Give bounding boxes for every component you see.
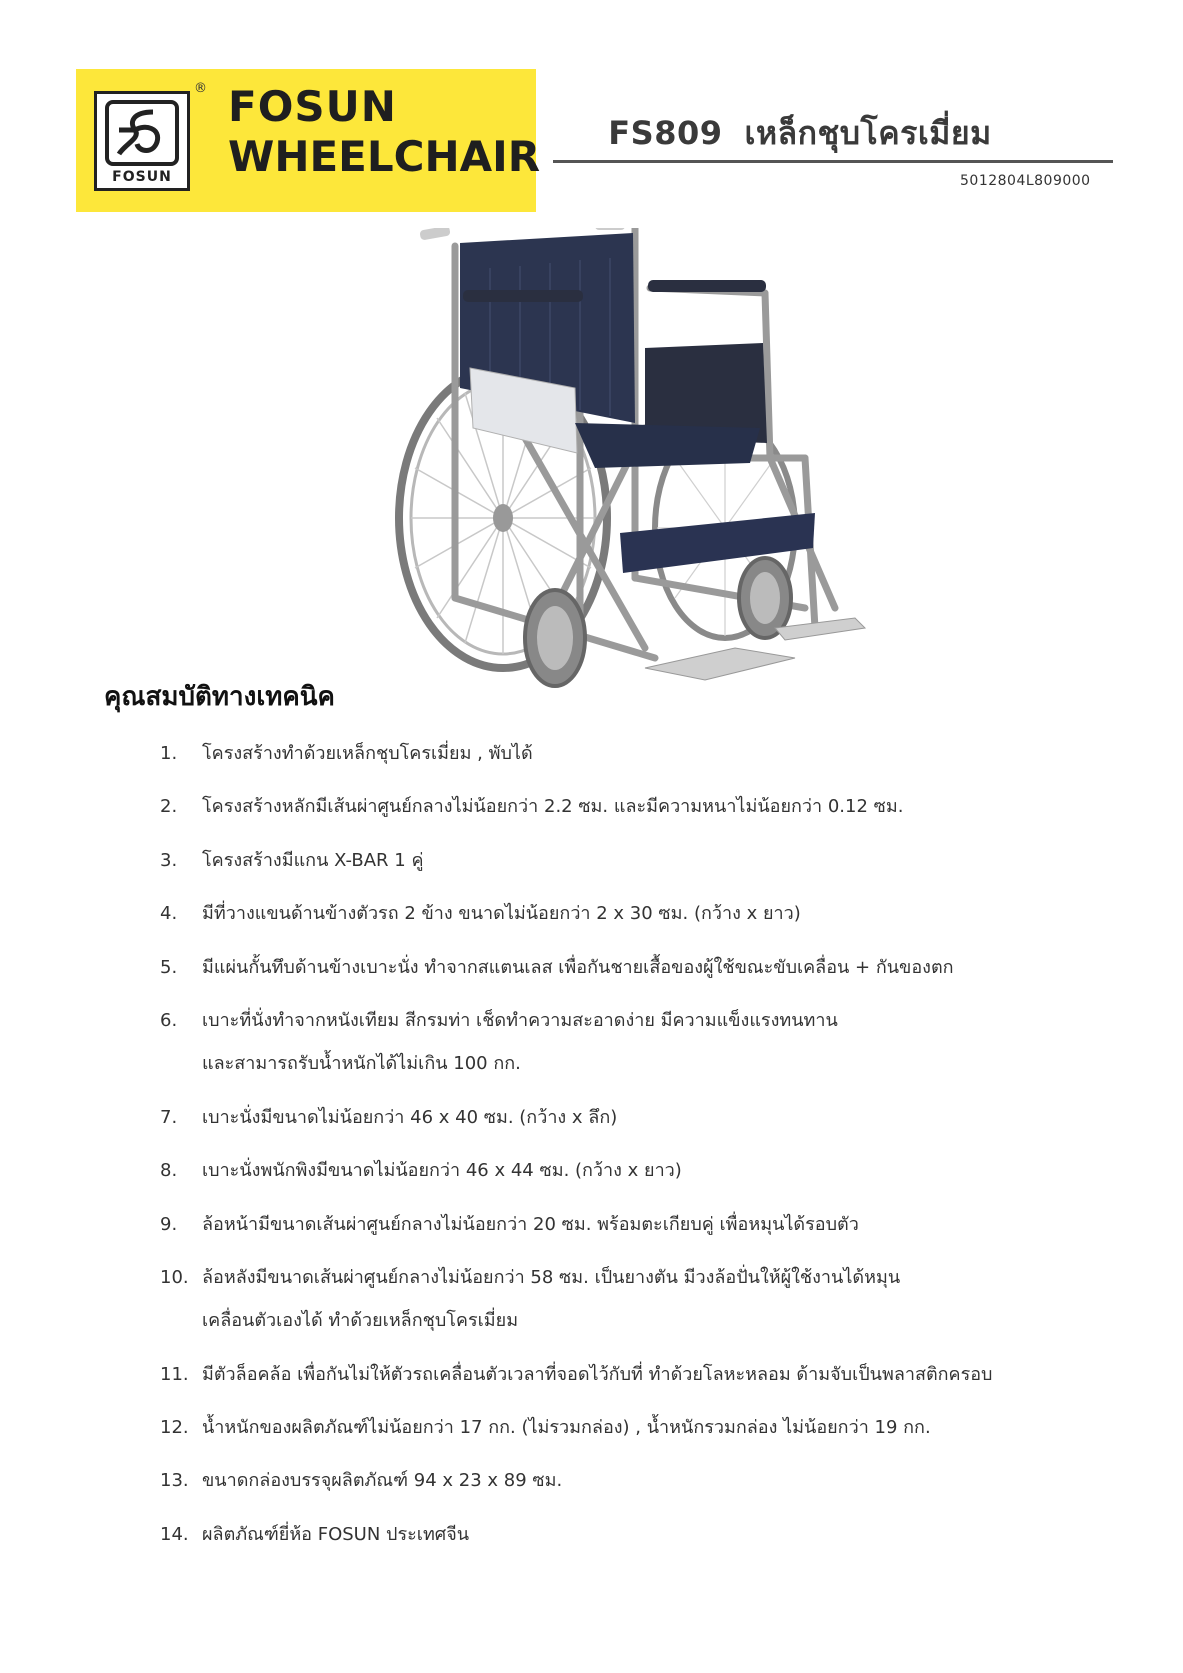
model-title — [600, 108, 1000, 159]
item-number: 11. — [160, 1363, 189, 1385]
item-text: ล้อหลังมีขนาดเส้นผ่าศูนย์กลางไม่น้อยกว่า 58 ซม. เป็นยางตัน มีวงล้อปั่นให้ผู้ใช้งานได้หมุน — [202, 1266, 901, 1288]
item-text: ล้อหน้ามีขนาดเส้นผ่าศูนย์กลางไม่น้อยกว่า 20 ซม. พร้อมตะเกียบคู่ เพื่อหมุนได้รอบตัว — [202, 1213, 859, 1235]
logo-line-2: WHEELCHAIR — [228, 132, 541, 182]
item-text: เบาะที่นั่งทำจากหนังเทียม สีกรมท่า เช็ดทำความสะอาดง่าย มีความแข็งแรงทนทาน — [202, 1009, 838, 1031]
list-item — [160, 902, 1120, 925]
list-item — [160, 742, 1120, 765]
item-text: เบาะนั่งมีขนาดไม่น้อยกว่า 46 x 40 ซม. (กว้าง x ลึก) — [202, 1106, 618, 1128]
model-name: เหล็กชุบโครเมี่ยม — [744, 114, 992, 152]
list-item — [160, 1363, 1120, 1386]
item-number: 1. — [160, 743, 178, 764]
list-item — [160, 1009, 1120, 1076]
part-number: 5012804L809000 — [960, 173, 1091, 189]
item-number: 9. — [160, 1213, 178, 1235]
list-item — [160, 1523, 1120, 1546]
item-number: 12. — [160, 1417, 189, 1439]
wheelchair-photo-icon — [395, 228, 945, 748]
item-number: 4. — [160, 903, 178, 925]
item-number: 10. — [160, 1266, 189, 1288]
logo-mark-label: FOSUN — [112, 169, 172, 185]
list-item — [160, 1106, 1120, 1129]
fosun-emblem-icon — [105, 100, 179, 166]
item-text: โครงสร้างหลักมีเส้นผ่าศูนย์กลางไม่น้อยกว่า 2.2 ซม. และมีความหนาไม่น้อยกว่า 0.12 ซม. — [202, 796, 904, 818]
item-number: 14. — [160, 1523, 189, 1545]
registered-mark: ® — [194, 81, 207, 96]
model-code: FS809 — [608, 114, 723, 152]
list-item — [160, 1159, 1120, 1182]
logo-wordmark — [228, 82, 541, 182]
item-text: โครงสร้างมีแกน X-BAR 1 คู่ — [202, 849, 424, 871]
list-item — [160, 795, 1120, 818]
item-text-continued: และสามารถรับน้ำหนักได้ไม่เกิน 100 กก. — [202, 1053, 521, 1075]
item-number: 13. — [160, 1470, 189, 1492]
item-text: มีที่วางแขนด้านข้างตัวรถ 2 ข้าง ขนาดไม่น้อยกว่า 2 x 30 ซม. (กว้าง x ยาว) — [202, 903, 801, 925]
item-text: โครงสร้างทำด้วยเหล็กชุบโครเมี่ยม , พับได้ — [202, 743, 533, 764]
item-text: มีตัวล็อคล้อ เพื่อกันไม่ให้ตัวรถเคลื่อนตัวเวลาที่จอดไว้กับที่ ทำด้วยโลหะหลอม ด้ามจับเป็นพลาสติกครอบ — [202, 1363, 993, 1385]
item-text: มีแผ่นกั้นทึบด้านข้างเบาะนั่ง ทำจากสแตนเลส เพื่อกันชายเสื้อของผู้ใช้ขณะขับเคลื่อน + กันของตก — [202, 956, 954, 978]
brand-logo — [76, 69, 541, 212]
item-text: น้ำหนักของผลิตภัณฑ์ไม่น้อยกว่า 17 กก. (ไม่รวมกล่อง) , น้ำหนักรวมกล่อง ไม่น้อยกว่า 19 กก. — [202, 1417, 931, 1439]
list-item — [160, 849, 1120, 872]
list-item — [160, 1469, 1120, 1492]
item-text: เบาะนั่งพนักพิงมีขนาดไม่น้อยกว่า 46 x 44 ซม. (กว้าง x ยาว) — [202, 1160, 682, 1182]
item-number: 6. — [160, 1009, 178, 1031]
spec-heading: คุณสมบัติทางเทคนิค — [104, 682, 335, 712]
item-text: ขนาดกล่องบรรจุผลิตภัณฑ์ 94 x 23 x 89 ซม. — [202, 1470, 563, 1492]
item-number: 2. — [160, 796, 178, 818]
list-item — [160, 956, 1120, 979]
item-number: 3. — [160, 849, 178, 871]
item-text-continued: เคลื่อนตัวเองได้ ทำด้วยเหล็กชุบโครเมี่ยม — [202, 1310, 519, 1332]
list-item — [160, 1213, 1120, 1236]
item-number: 7. — [160, 1106, 178, 1128]
title-divider — [553, 160, 1113, 163]
item-number: 5. — [160, 956, 178, 978]
logo-mark — [94, 91, 190, 191]
list-item — [160, 1266, 1120, 1333]
item-number: 8. — [160, 1160, 178, 1182]
item-text: ผลิตภัณฑ์ยี่ห้อ FOSUN ประเทศจีน — [202, 1523, 470, 1545]
list-item — [160, 1416, 1120, 1439]
spec-list — [160, 742, 1120, 1576]
logo-line-1: FOSUN — [228, 82, 397, 131]
